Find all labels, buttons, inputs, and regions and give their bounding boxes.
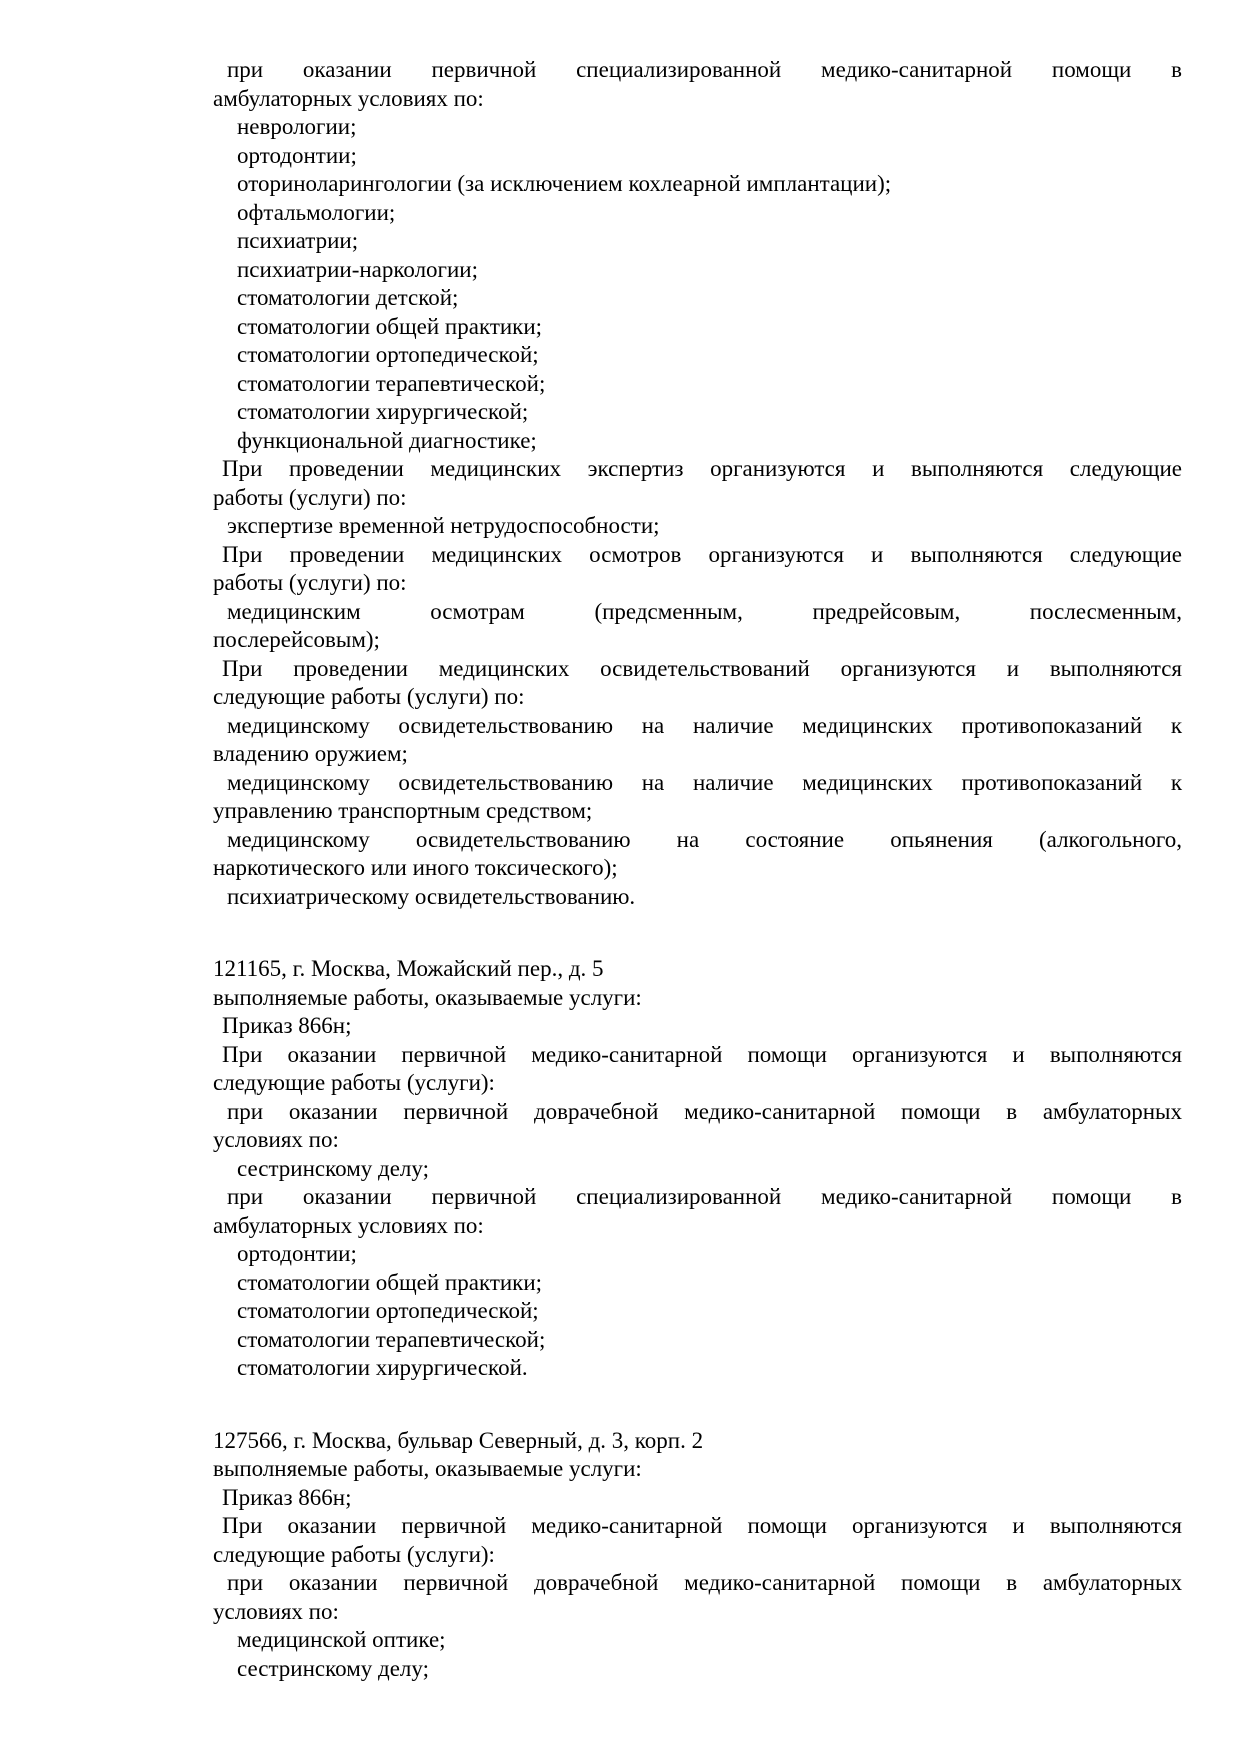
service-item: медицинскому освидетельствованию на наличие медицинских противопоказаний к (227, 712, 1182, 738)
address-line: 121165, г. Москва, Можайский пер., д. 5 (213, 956, 604, 981)
paragraph-line: При оказании первичной медико-санитарной помощи организуются и выполняются (222, 1041, 1182, 1067)
service-item: медицинскому освидетельствованию на состояние опьянения (алкогольного, (227, 826, 1182, 852)
specialty-item: офтальмологии; (237, 199, 396, 225)
continuation-line: следующие работы (услуги): (213, 1541, 495, 1567)
specialty-item: функциональной диагностике; (237, 427, 537, 453)
paragraph-line: При проведении медицинских экспертиз организуются и выполняются следующие (222, 456, 1182, 481)
service-item: медицинским осмотрам (предсменным, предрейсовым, послесменным, (227, 598, 1182, 624)
specialty-item: неврологии; (237, 114, 357, 139)
specialty-item: стоматологии хирургической; (237, 399, 529, 424)
paragraph-line: при оказании первичной доврачебной медико-санитарной помощи в амбулаторных (227, 1570, 1182, 1595)
specialty-item: психиатрии; (237, 228, 359, 253)
paragraph-line: при оказании первичной специализированной медико-санитарной помощи в (227, 1184, 1182, 1209)
service-item: психиатрическому освидетельствованию. (227, 883, 636, 909)
continuation-line: условиях по: (213, 1127, 339, 1152)
paragraph-line: При проведении медицинских осмотров организуются и выполняются следующие (222, 541, 1182, 567)
specialty-item: ортодонтии; (237, 142, 357, 168)
continuation-line: следующие работы (услуги): (213, 1070, 495, 1095)
works-intro-line: выполняемые работы, оказываемые услуги: (213, 984, 642, 1010)
specialty-item: стоматологии терапевтической; (237, 370, 546, 396)
specialty-item: стоматологии детской; (237, 285, 459, 310)
specialty-item: ортодонтии; (237, 1241, 357, 1266)
specialty-item: психиатрии-наркологии; (237, 256, 478, 282)
continuation-line: работы (услуги) по: (213, 484, 407, 510)
specialty-item: стоматологии ортопедической; (237, 342, 539, 367)
specialty-item: медицинской оптике; (237, 1627, 446, 1652)
specialty-item: сестринскому делу; (237, 1655, 429, 1681)
paragraph-line: при оказании первичной доврачебной медико-санитарной помощи в амбулаторных (227, 1098, 1182, 1124)
specialty-item: сестринскому делу; (237, 1155, 429, 1181)
continuation-line: работы (услуги) по: (213, 570, 407, 595)
paragraph-line: При проведении медицинских освидетельствований организуются и выполняются (222, 655, 1182, 681)
continuation-line: управлению транспортным средством; (213, 798, 593, 823)
works-intro-line: выполняемые работы, оказываемые услуги: (213, 1456, 642, 1481)
specialty-item: оториноларингологии (за исключением кохлеарной имплантации); (237, 171, 892, 196)
service-item: экспертизе временной нетрудоспособности; (227, 513, 660, 538)
service-item: медицинскому освидетельствованию на наличие медицинских противопоказаний к (227, 769, 1182, 795)
specialty-item: стоматологии общей практики; (237, 1269, 543, 1295)
specialty-item: стоматологии хирургической. (237, 1355, 528, 1380)
specialty-item: стоматологии общей практики; (237, 313, 543, 339)
specialty-item: стоматологии ортопедической; (237, 1298, 539, 1323)
license-works-text (213, 56, 1182, 1683)
works-section-continued (213, 56, 1182, 911)
continuation-line: амбулаторных условиях по: (213, 85, 484, 111)
continuation-line: следующие работы (услуги) по: (213, 684, 525, 709)
order-reference: Приказ 866н; (222, 1013, 352, 1038)
paragraph-line: при оказании первичной специализированной медико-санитарной помощи в (227, 57, 1182, 82)
works-section-mozhaysky (213, 955, 1182, 1383)
specialty-item: стоматологии терапевтической; (237, 1326, 546, 1352)
works-section-severny (213, 1427, 1182, 1684)
continuation-line: наркотического или иного токсического); (213, 855, 618, 880)
continuation-line: условиях по: (213, 1598, 339, 1624)
continuation-line: амбулаторных условиях по: (213, 1212, 484, 1238)
order-reference: Приказ 866н; (222, 1484, 352, 1510)
continuation-line: владению оружием; (213, 741, 408, 766)
paragraph-line: При оказании первичной медико-санитарной помощи организуются и выполняются (222, 1513, 1182, 1538)
address-line: 127566, г. Москва, бульвар Северный, д. 3, корп. 2 (213, 1427, 704, 1453)
continuation-line: послерейсовым); (213, 627, 380, 652)
